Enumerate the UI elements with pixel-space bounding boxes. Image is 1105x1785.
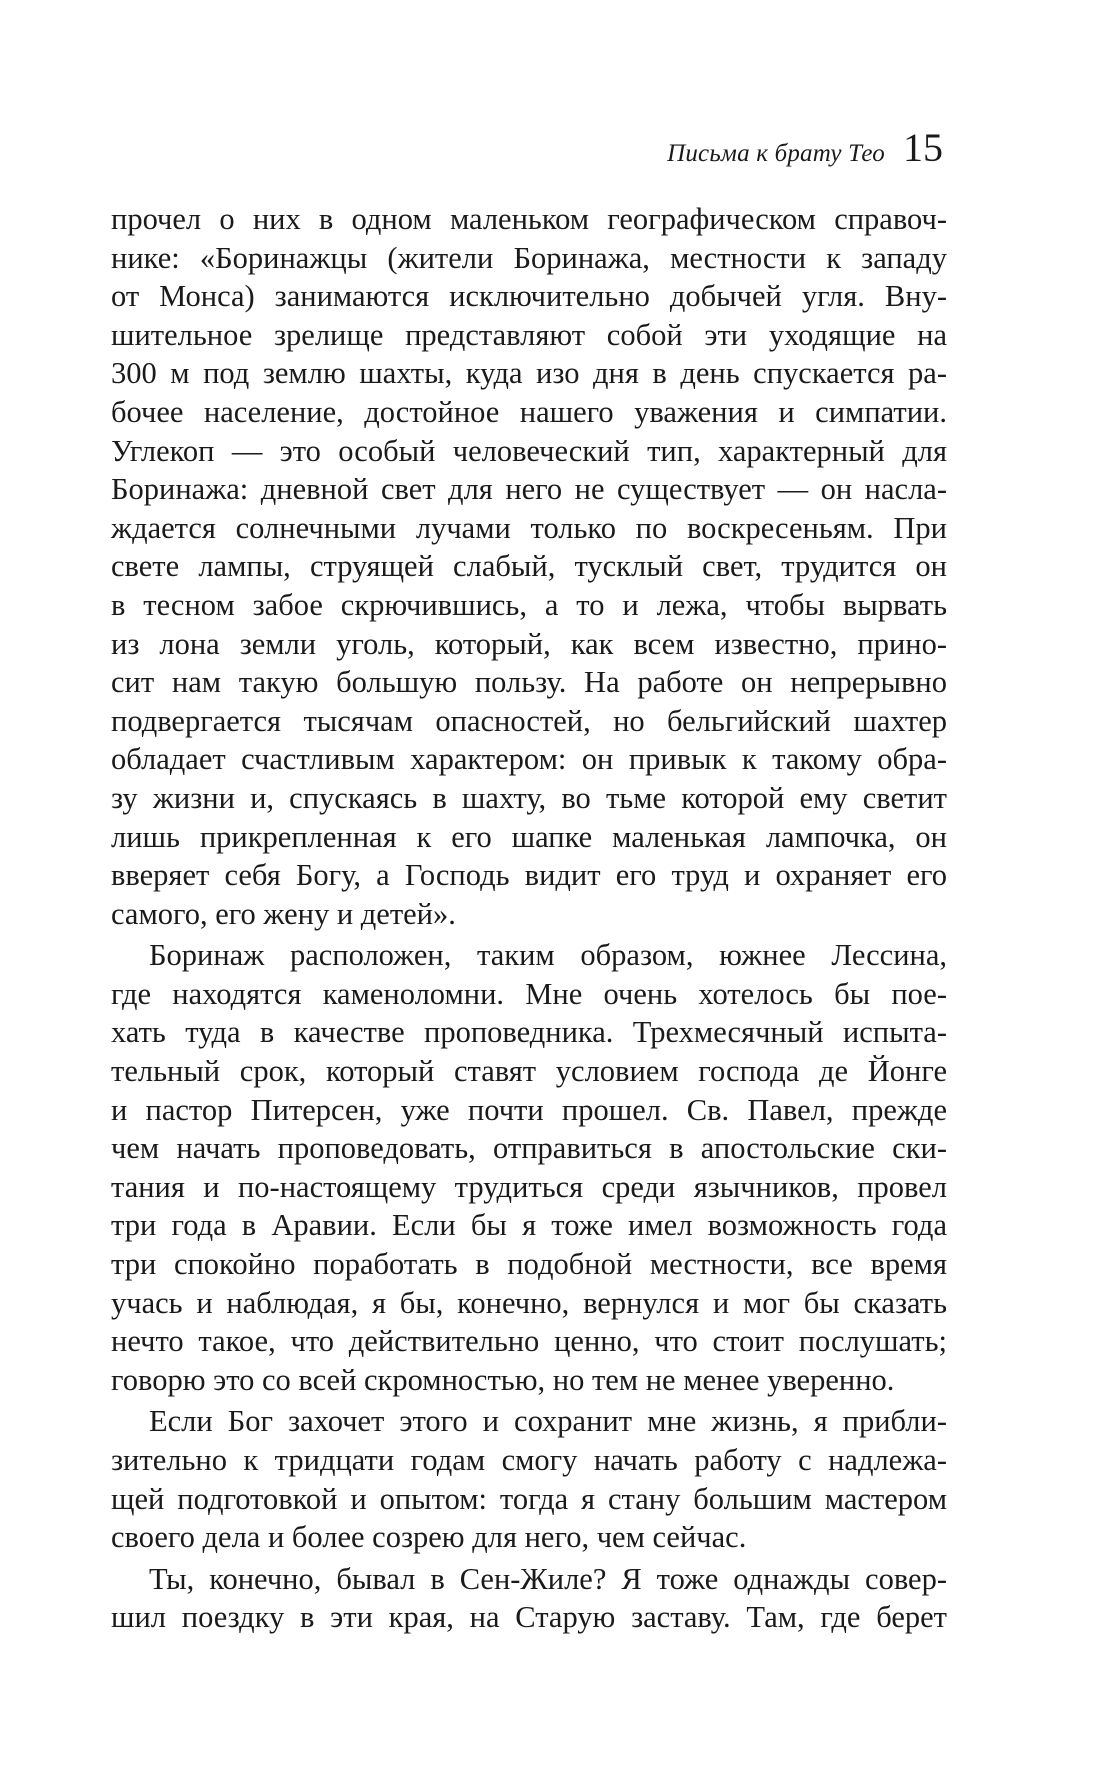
body-text [111,200,947,1637]
text-line: Углекоп — это особый человеческий тип, характерный для [111,433,947,468]
text-line: бочее население, достойное нашего уважения и симпатии. [111,394,947,429]
text-line: из лона земли уголь, который, как всем известно, прино- [111,626,947,661]
text-line: нике: «Боринажцы (жители Боринажа, местности к западу [111,240,947,275]
text-line: вверяет себя Богу, а Господь видит его труд и охраняет его [111,858,947,893]
text-line: три спокойно поработать в подобной местности, все время [111,1247,947,1282]
paragraph [111,936,947,1399]
text-line: шил поездку в эти края, на Старую заставу. Там, где берет [111,1600,947,1635]
text-line: учась и наблюдая, я бы, конечно, вернулся и мог бы сказать [111,1285,947,1320]
text-line: шительное зрелище представляют собой эти уходящие на [111,317,947,352]
text-line: лишь прикрепленная к его шапке маленькая лампочка, он [111,819,947,854]
text-line: ждается солнечными лучами только по воскресеньям. При [111,510,947,545]
text-line: где находятся каменоломни. Мне очень хотелось бы пое- [111,976,947,1011]
text-line: обладает счастливым характером: он привык к такому обра- [111,742,947,777]
text-line: Ты, конечно, бывал в Сен-Жиле? Я тоже однажды совер- [149,1561,947,1596]
text-line: Если Бог захочет этого и сохранит мне жизнь, я прибли- [149,1404,947,1439]
text-line: чем начать проповедовать, отправиться в апостольские ски- [111,1131,947,1166]
text-line: своего дела и более созрею для него, чем сейчас. [111,1520,747,1555]
text-line: Боринажа: дневной свет для него не существует — он насла- [111,472,947,507]
text-line: говорю это со всей скромностью, но тем не менее уверенно. [111,1362,895,1397]
paragraph [111,200,947,933]
text-line: тельный срок, который ставят условием господа де Йонге [111,1054,947,1089]
text-line: прочел о них в одном маленьком географическом справоч- [111,202,947,236]
text-line: сит нам такую большую пользу. На работе он непрерывно [111,665,947,700]
text-line: самого, его жену и детей». [111,896,456,931]
text-line: в тесном забое скрючившись, а то и лежа, чтобы вырвать [111,587,947,622]
paragraph [111,1560,947,1637]
text-line: 300 м под землю шахты, куда изо дня в день спускается ра- [111,356,947,391]
text-line: и пастор Питерсен, уже почти прошел. Св. Павел, прежде [111,1092,947,1127]
text-line: три года в Аравии. Если бы я тоже имел возможность года [111,1208,947,1243]
text-line: хать туда в качестве проповедника. Трехмесячный испыта- [111,1015,947,1050]
text-line: от Монса) занимаются исключительно добычей угля. Вну- [111,279,947,314]
page-number: 15 [903,125,943,170]
text-line: свете лампы, струящей слабый, тусклый свет, трудится он [111,549,947,584]
text-line: Боринаж расположен, таким образом, южнее Лессина, [149,938,947,973]
running-head [667,125,943,170]
text-line: щей подготовкой и опытом: тогда я стану большим мастером [111,1481,947,1516]
text-line: нечто такое, что действительно ценно, что стоит послушать; [111,1324,947,1359]
paragraph [111,1402,947,1556]
text-line: зительно к тридцати годам смогу начать работу с надлежа- [111,1443,947,1477]
text-line: подвергается тысячам опасностей, но бельгийский шахтер [111,703,947,738]
text-line: тания и по-настоящему трудиться среди язычников, провел [111,1169,947,1204]
running-title: Письма к брату Тео [667,140,885,167]
text-line: зу жизни и, спускаясь в шахту, во тьме которой ему светит [111,780,947,815]
